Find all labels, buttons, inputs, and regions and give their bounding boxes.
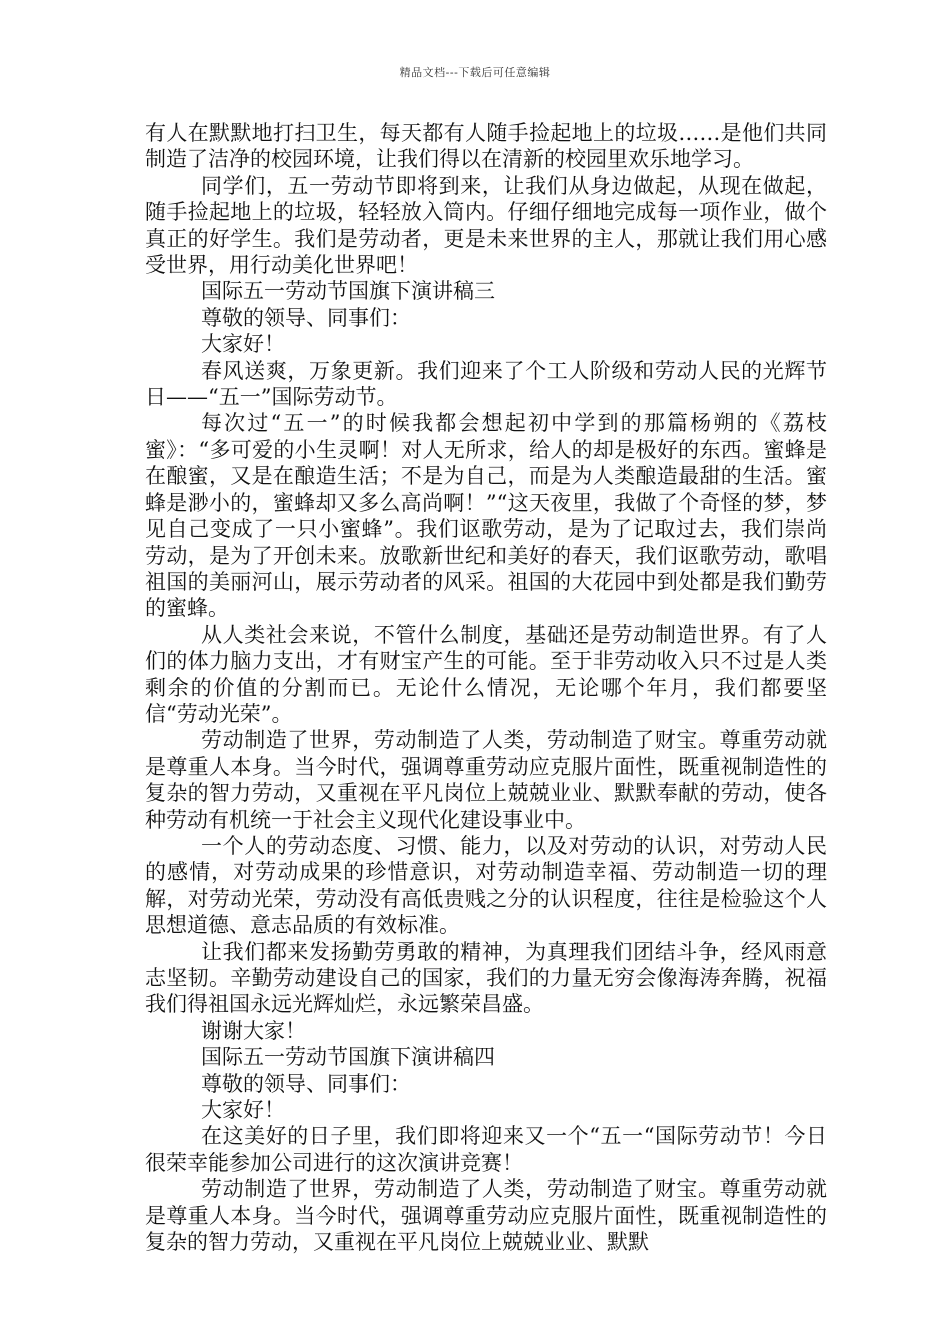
paragraph: 有人在默默地打扫卫生，每天都有人随手捡起地上的垃圾……是他们共同制造了洁净的校园环境，让我们得以在清新的校园里欢乐地学习。 [145, 121, 827, 172]
page-header: 精品文档---下载后可任意编辑 [399, 66, 551, 79]
paragraph: 一个人的劳动态度、习惯、能力，以及对劳动的认识，对劳动人民的感情，对劳动成果的珍惜意识，对劳动制造幸福、劳动制造一切的理解，对劳动光荣，劳动没有高低贵贱之分的认识程度，往往是检验这个人思想道德、意志品质的有效标准。 [145, 833, 827, 938]
paragraph: 春风送爽，万象更新。我们迎来了个工人阶级和劳动人民的光辉节日——“五一”国际劳动节。 [145, 358, 827, 410]
paragraph: 每次过“五一”的时候我都会想起初中学到的那篇杨朔的《荔枝蜜》：“多可爱的小生灵啊！对人无所求，给人的却是极好的东西。蜜蜂是在酿蜜，又是在酿造生活；不是为自己，而是为人类酿造最甜的生活。蜜蜂是渺小的，蜜蜂却又多么高尚啊！”“这天夜里，我做了个奇怪的梦，梦见自己变成了一只小蜜蜂”。我们讴歌劳动，是为了记取过去，我们崇尚劳动，是为了开创未来。放歌新世纪和美好的春天，我们讴歌劳动，歌唱祖国的美丽河山，展示劳动者的风采。祖国的大花园中到处都是我们勤劳的蜜蜂。 [145, 411, 827, 621]
greeting: 大家好！ [201, 1098, 285, 1123]
paragraph: 让我们都来发扬勤劳勇敢的精神，为真理我们团结斗争，经风雨意志坚韧。辛勤劳动建设自己的国家，我们的力量无穷会像海涛奔腾，祝福我们得祖国永远光辉灿烂，永远繁荣昌盛。 [145, 939, 827, 1017]
paragraph: 同学们，五一劳动节即将到来，让我们从身边做起，从现在做起，随手捡起地上的垃圾，轻轻放入筒内。仔细仔细地完成每一项作业，做个真正的好学生。我们是劳动者，更是未来世界的主人，那就让我们用心感受世界，用行动美化世界吧！ [145, 173, 827, 278]
section-title: 国际五一劳动节国旗下演讲稿三 [201, 279, 495, 304]
paragraph: 从人类社会来说，不管什么制度，基础还是劳动制造世界。有了人们的体力脑力支出，才有财宝产生的可能。至于非劳动收入只不过是人类剩余的价值的分割而已。无论什么情况，无论哪个年月，我们都要坚信“劳动光荣”。 [145, 622, 827, 726]
paragraph: 劳动制造了世界，劳动制造了人类，劳动制造了财宝。尊重劳动就是尊重人本身。当今时代，强调尊重劳动应克服片面性，既重视制造性的复杂的智力劳动，又重视在平凡岗位上兢兢业业、默默奉献的劳动，使各种劳动有机统一于社会主义现代化建设事业中。 [145, 728, 827, 832]
paragraph: 在这美好的日子里，我们即将迎来又一个“五一“国际劳动节！今日很荣幸能参加公司进行的这次演讲竞赛！ [145, 1124, 827, 1175]
salutation: 尊敬的领导、同事们： [201, 1071, 411, 1096]
document-body [145, 120, 827, 1255]
closing: 谢谢大家！ [201, 1018, 306, 1043]
paragraph: 劳动制造了世界，劳动制造了人类，劳动制造了财宝。尊重劳动就是尊重人本身。当今时代，强调尊重劳动应克服片面性，既重视制造性的复杂的智力劳动，又重视在平凡岗位上兢兢业业、默默 [145, 1177, 827, 1255]
section-title: 国际五一劳动节国旗下演讲稿四 [201, 1045, 495, 1070]
salutation: 尊敬的领导、同事们： [201, 305, 411, 330]
greeting: 大家好！ [201, 332, 285, 357]
